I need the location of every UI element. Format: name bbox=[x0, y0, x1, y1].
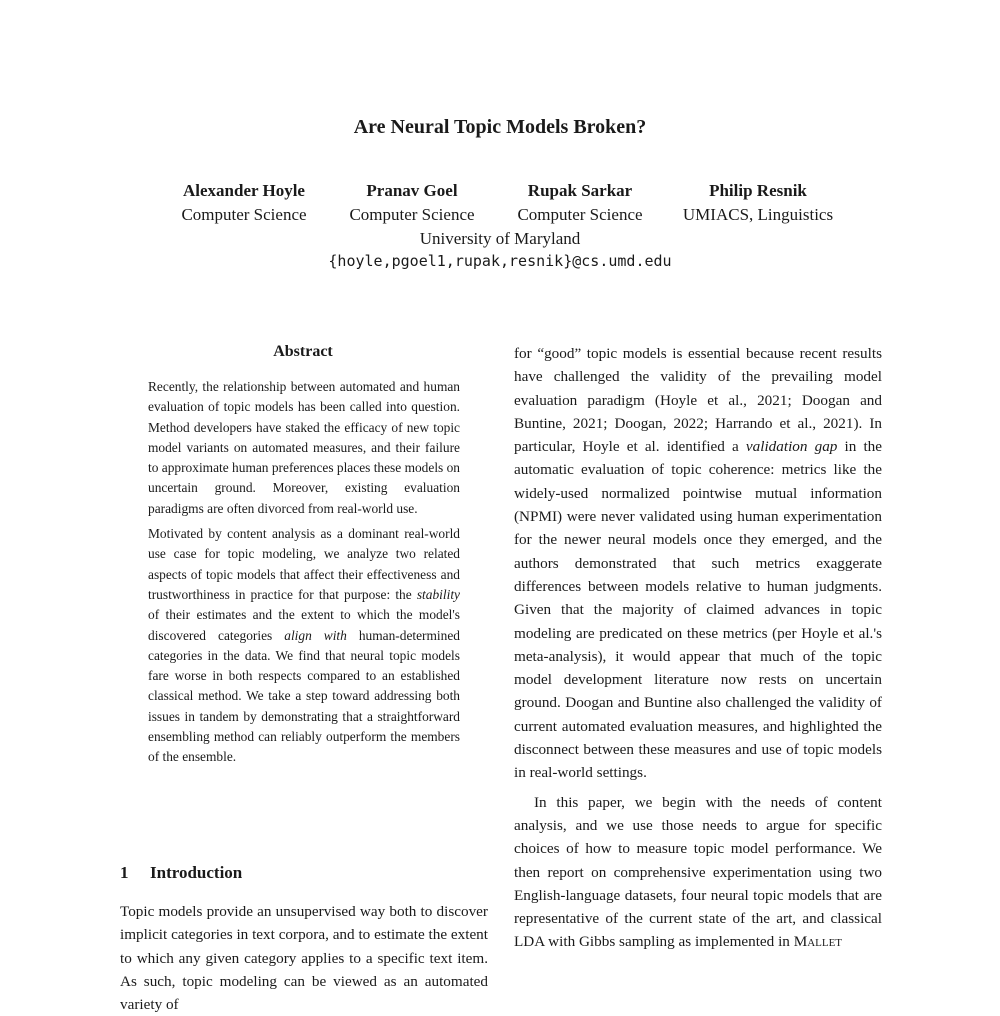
author-dept: Computer Science bbox=[517, 205, 643, 224]
abstract-text: Motivated by content analysis as a dominant real-world use case for topic modeling, we analyze two related aspects of topic models that affect their effectiveness and trustworthiness in practice for that purpose: the bbox=[148, 526, 460, 602]
author-emails: {hoyle,pgoel1,rupak,resnik}@cs.umd.edu bbox=[328, 252, 672, 270]
author-name: Rupak Sarkar bbox=[527, 181, 633, 200]
abstract-emphasis: stability bbox=[416, 586, 460, 602]
body-text: for “good” topic models is essential because recent results have challenged the validity of the prevailing model evaluation paradigm (Hoyle et al., 2021; Doogan and Buntine, 2021; Doogan, 2022; Harrando et al., 2021). In particular, Hoyle et al. identified a bbox=[514, 345, 882, 456]
author-dept: Computer Science bbox=[181, 205, 307, 224]
author-2 bbox=[317, 179, 507, 227]
author-name: Philip Resnik bbox=[709, 181, 807, 200]
right-column-body bbox=[514, 342, 882, 954]
university: University of Maryland bbox=[419, 229, 581, 248]
left-column-body bbox=[120, 900, 488, 1016]
body-smallcaps: Mallet bbox=[793, 933, 843, 951]
section-title: Introduction bbox=[150, 863, 243, 882]
section-number: 1 bbox=[120, 863, 129, 882]
abstract-body bbox=[148, 377, 460, 768]
author-1 bbox=[149, 179, 339, 227]
intro-paragraph-right-1 bbox=[514, 342, 882, 785]
intro-paragraph-left: Topic models provide an unsupervised way both to discover implicit categories in text corpora, and to estimate the extent to which any given category applies to a specific text item. As such, topic modeling can be viewed as an automated variety of bbox=[120, 903, 488, 1014]
author-dept bbox=[658, 203, 858, 227]
body-emphasis: validation gap bbox=[745, 438, 838, 456]
author-name: Alexander Hoyle bbox=[183, 181, 305, 200]
author-dept-rest: , Linguistics bbox=[749, 205, 834, 224]
paper-title: Are Neural Topic Models Broken? bbox=[353, 116, 647, 138]
abstract-paragraph-2 bbox=[148, 524, 460, 768]
intro-paragraph-right-2 bbox=[514, 791, 882, 954]
abstract-emphasis: align with bbox=[284, 627, 347, 643]
abstract-heading: Abstract bbox=[273, 343, 333, 360]
body-text: in the automatic evaluation of topic coherence: metrics like the widely-used normalized pointwise mutual information (NPMI) were never validated using human experimentation for the newer neural models once they emerged, and the authors demonstrated that such metrics exaggerate differences between models relative to human judgments. Given that the majority of claimed advances in topic modeling are predicated on these metrics (per Hoyle et al.'s meta-analysis), it would appear that much of the topic model development literature now rests on uncertain ground. Doogan and Buntine also challenged the validity of current automated evaluation measures, and highlighted the disconnect between these measures and use of topic models in real-world settings. bbox=[514, 438, 883, 782]
author-name: Pranav Goel bbox=[366, 181, 458, 200]
author-dept: Computer Science bbox=[349, 205, 475, 224]
abstract-text: of their estimates and the extent to which the model's discovered categories bbox=[148, 607, 460, 643]
author-3 bbox=[485, 179, 675, 227]
body-text: In this paper, we begin with the needs of content analysis, and we use those needs to argue for specific choices of how to measure topic model performance. We then report on comprehensive experimentation using two English-language datasets, four neural topic models that are representative of the current state of the art, and classical LDA with Gibbs sampling as implemented in bbox=[514, 793, 882, 951]
section-heading bbox=[120, 863, 490, 883]
abstract-text: human-determined categories in the data. We find that neural topic models fare worse in both respects compared to an established classical method. We take a step toward addressing both issues in tandem by demonstrating that a straightforward ensembling method can reliably outperform the members of the ensemble. bbox=[148, 627, 460, 765]
author-4 bbox=[658, 179, 858, 227]
author-dept-umiacs: UMIACS bbox=[682, 205, 750, 224]
abstract-paragraph-1: Recently, the relationship between automated and human evaluation of topic models has been called into question. Method developers have staked the efficacy of new topic model variants on automated measures, and their failure to approximate human preferences places these models on uncertain ground. Moreover, existing evaluation paradigms are often divorced from real-world use. bbox=[148, 379, 460, 516]
